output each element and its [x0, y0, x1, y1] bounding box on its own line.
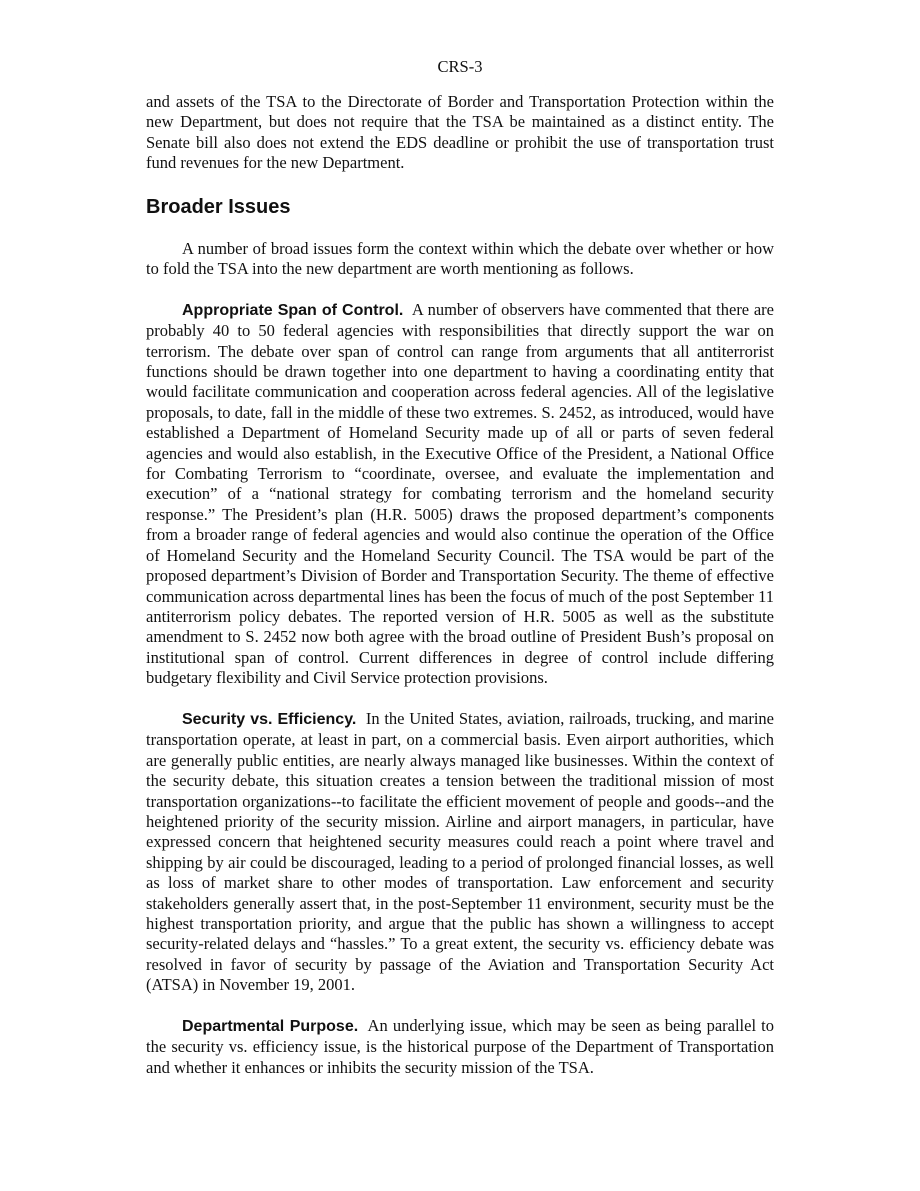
- subsection-security-vs-efficiency: [146, 709, 774, 996]
- subsection-departmental-purpose: [146, 1016, 774, 1078]
- subsection-body: In the United States, aviation, railroads, trucking, and marine transportation operate, at least in part, on a commercial basis. Even airport authorities, which are generally public entities, are nearly always managed like businesses. Within the context of the security debate, this situation creates a tension between the traditional mission of most transportation organizations--to facilitate the efficient movement of people and goods--and the heightened priority of the security mission. Airline and airport managers, in particular, have expressed concern that heightened security measures could reach a point where travel and shipping by air could be discouraged, leading to a period of prolonged financial losses, as well as loss of market share to other modes of transportation. Law enforcement and security stakeholders generally assert that, in the post-September 11 environment, security must be the highest transportation priority, and argue that the public has shown a willingness to accept security-related delays and “hassles.” To a great extent, the security vs. efficiency debate was resolved in favor of security by passage of the Aviation and Transportation Security Act (ATSA) in November 19, 2001.: [146, 708, 774, 995]
- subsection-title: Departmental Purpose.: [182, 1018, 359, 1036]
- lead-paragraph: A number of broad issues form the context within which the debate over whether or how to fold the TSA into the new department are worth mentioning as follows.: [146, 238, 774, 279]
- intro-paragraph: and assets of the TSA to the Directorate of Border and Transportation Protection within the new Department, but does not require that the TSA be maintained as a distinct entity. The Senate bill also does not extend the EDS deadline or prohibit the use of transportation trust fund revenues for the new Department.: [146, 92, 774, 173]
- section-heading: Broader Issues: [146, 195, 291, 218]
- subsection-title: Security vs. Efficiency.: [182, 710, 357, 728]
- subsection-title: Appropriate Span of Control.: [182, 301, 404, 319]
- subsection-span-of-control: [146, 300, 774, 689]
- document-page: [146, 0, 774, 1099]
- page-header: CRS-3: [437, 57, 483, 76]
- subsection-body: An underlying issue, which may be seen as being parallel to the security vs. efficiency issue, is the historical purpose of the Department of Transportation and whether it enhances or inhibits the security mission of the TSA.: [146, 1016, 775, 1077]
- subsection-body: A number of observers have commented that there are probably 40 to 50 federal agencies with responsibilities that directly support the war on terrorism. The debate over span of control can range from arguments that all antiterrorist functions should be drawn together into one department to having a coordinating entity that would facilitate communication and cooperation across federal agencies. All of the legislative proposals, to date, fall in the middle of these two extremes. S. 2452, as introduced, would have established a Department of Homeland Security made up of all or parts of seven federal agencies and would also establish, in the Executive Office of the President, a National Office for Combating Terrorism to “coordinate, oversee, and evaluate the implementation and execution” of a “national strategy for combating terrorism and the homeland security response.” The President’s plan (H.R. 5005) draws the proposed department’s components from a broader range of federal agencies and would also continue the operation of the Office of Homeland Security and the Homeland Security Council. The TSA would be part of the proposed department’s Division of Border and Transportation Security. The theme of effective communication across departmental lines has been the focus of much of the post September 11 antiterrorism policy debates. The reported version of H.R. 5005 as well as the substitute amendment to S. 2452 now both agree with the broad outline of President Bush’s proposal on institutional span of control. Current differences in degree of control include differing budgetary flexibility and Civil Service protection provisions.: [146, 299, 774, 688]
